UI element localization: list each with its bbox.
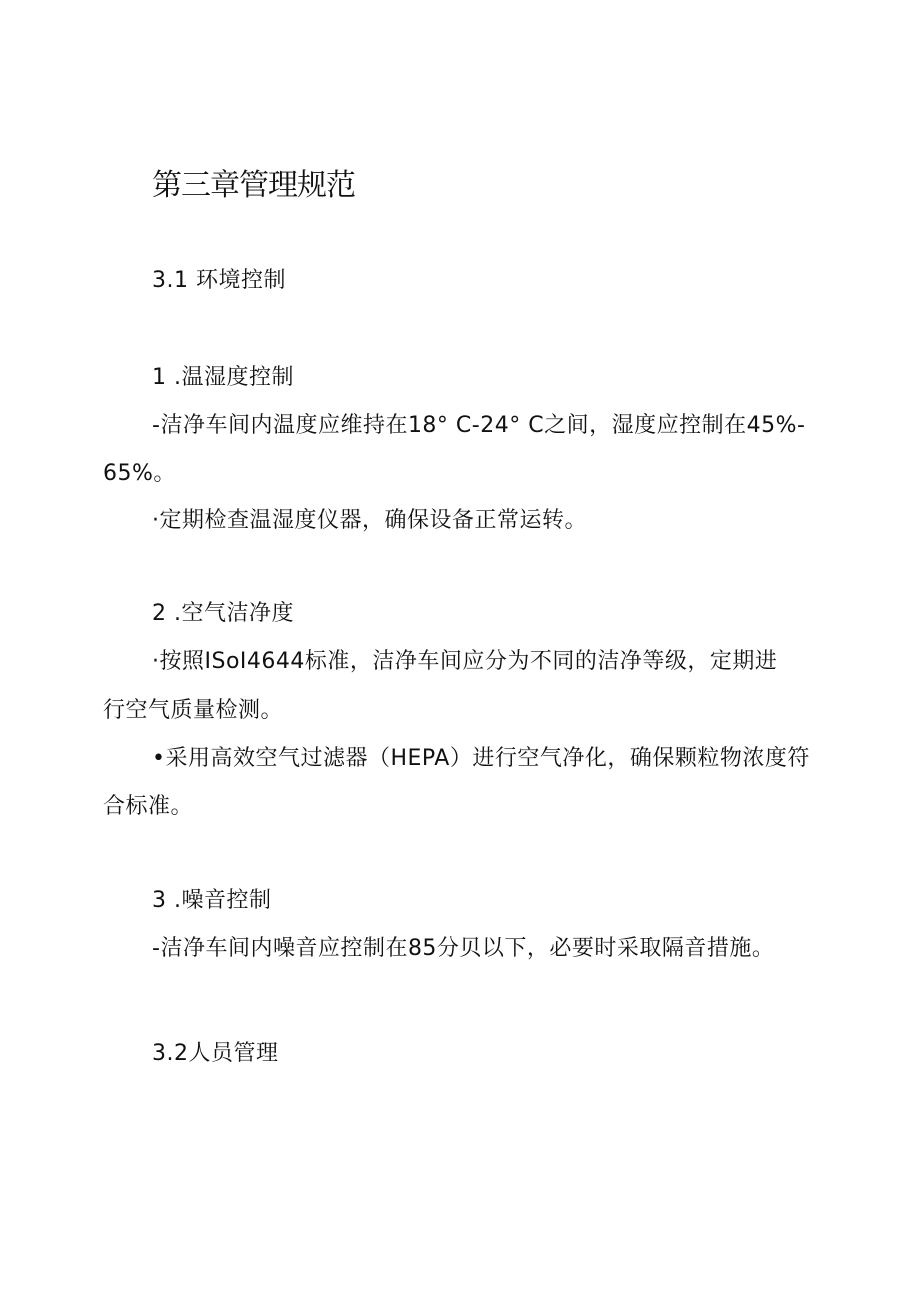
paragraph-line: •采用高效空气过滤器（HEPA）进行空气净化，确保颗粒物浓度符: [152, 746, 810, 771]
paragraph-line: 行空气质量检测。: [103, 698, 284, 723]
paragraph-line: 合标准。: [103, 794, 194, 819]
chapter-title: 第三章管理规范: [152, 168, 355, 203]
paragraph-line: ·按照ISoI4644标准，洁净车间应分为不同的洁净等级，定期进: [152, 649, 778, 674]
subheading-noise-control: 3 .噪音控制: [152, 888, 272, 913]
section-heading-3-2: 3.2人员管理: [152, 1041, 279, 1066]
paragraph-line: -洁净车间内温度应维持在18° C-24° C之间，湿度应控制在45%-: [152, 413, 806, 438]
section-heading-3-1: 3.1 环境控制: [152, 268, 286, 293]
paragraph-line: -洁净车间内噪音应控制在85分贝以下，必要时采取隔音措施。: [152, 936, 775, 961]
paragraph-line: ·定期检查温湿度仪器，确保设备正常运转。: [152, 508, 587, 533]
subheading-air-cleanliness: 2 .空气洁净度: [152, 601, 294, 626]
paragraph-line: 65%。: [103, 461, 176, 486]
subheading-temperature-humidity: 1 .温湿度控制: [152, 365, 294, 390]
